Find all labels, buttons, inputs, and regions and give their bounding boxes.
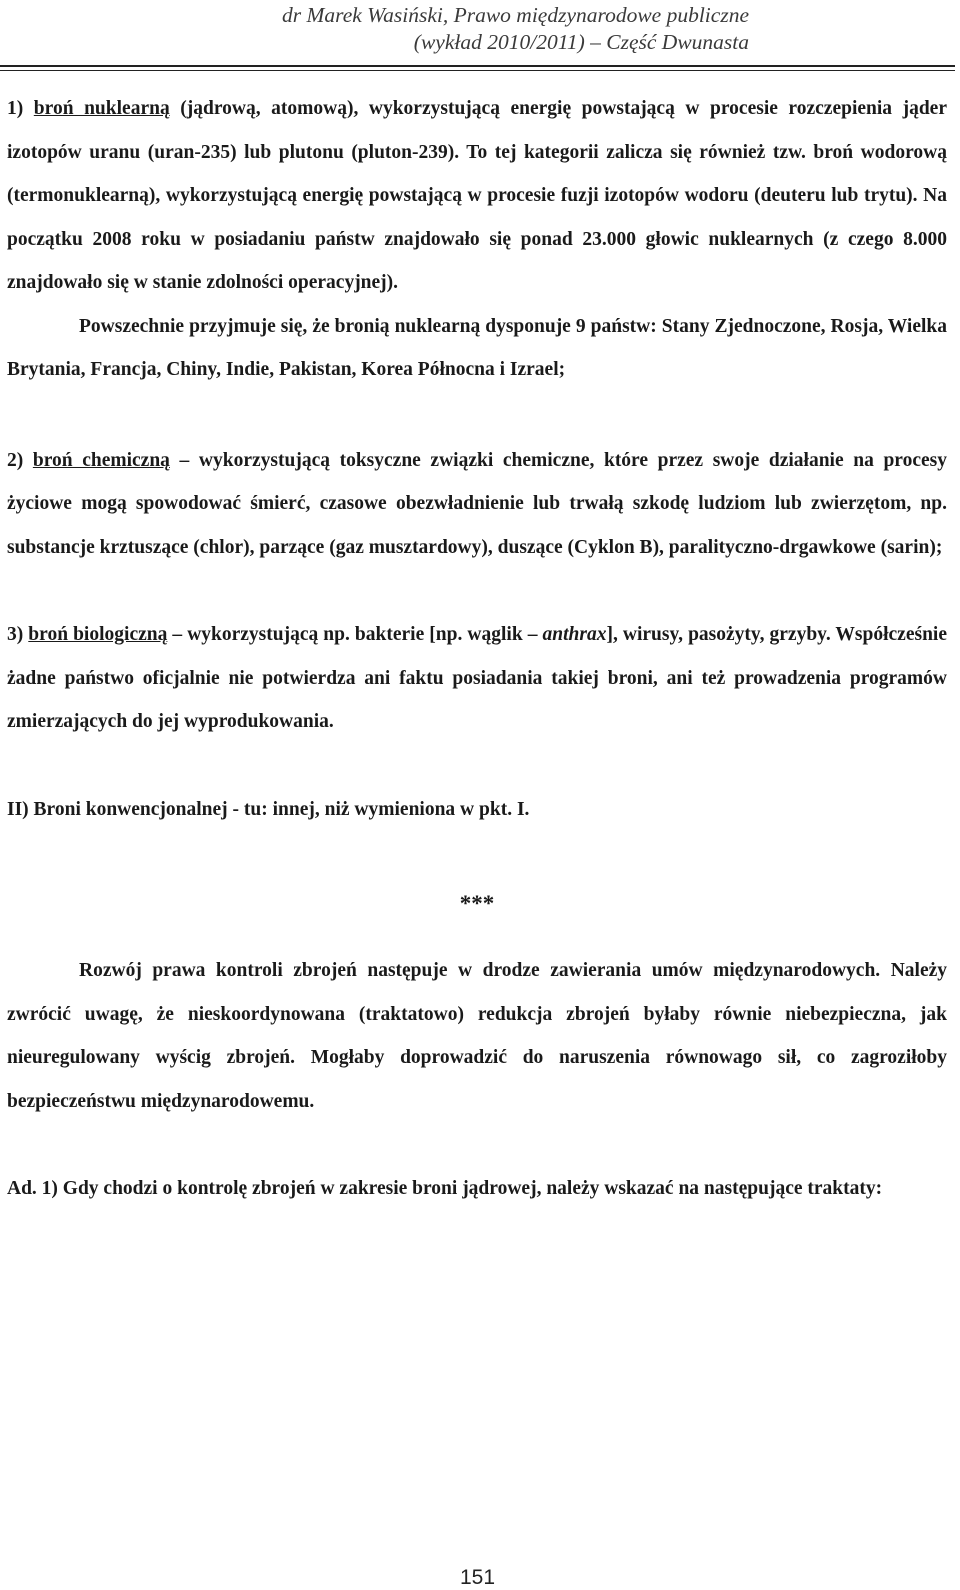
paragraph-nuclear-states: Powszechnie przyjmuje się, że bronią nuklearną dysponuje 9 państw: Stany Zjednoczone, Rosja, Wielka Brytania, Francja, Chiny, Indie, Pakistan, Korea Północna i Izrael; — [7, 315, 947, 380]
header-subtitle: (wykład 2010/2011) – Część Dwunasta — [413, 30, 749, 54]
paragraph-text: – wykorzystującą toksyczne związki chemiczne, które przez swoje działanie na procesy życiowe mogą spowodować śmierć, czasowe obezwładnienie lub trwałą szkodę ludziom lub zwierzętom, np. substancje krztuszące (chlor), parzące (gaz musztardowy), duszące (Cyklon B), paralityczno-drgawkowe (sarin); — [7, 449, 947, 558]
header-rule-thin — [0, 70, 955, 71]
paragraph-nuclear-weapons — [7, 87, 947, 305]
header-rule — [0, 65, 955, 67]
paragraph-text: – wykorzystującą np. bakterie [np. wąglik – — [167, 624, 543, 645]
term-chemical: broń chemiczną — [32, 449, 170, 471]
paragraph-text: (jądrową, atomową), wykorzystującą energię powstającą w procesie rozczepienia jąder izotopów uranu (uran-235) lub plutonu (pluton-239). To tej kategorii zalicza się również tzw. broń wodorową (termonuklearną), wykorzystującą energię powstającą w procesie fuzji izotopów wodoru (deuteru lub trytu). Na początku 2008 roku w posiadaniu państw znajdowało się ponad 23.000 głowic nuklearnych (z czego 8.000 znajdowało się w stanie zdolności operacyjnej). — [7, 98, 947, 293]
header-title: dr Marek Wasiński, Prawo międzynarodowe publiczne — [282, 3, 749, 27]
paragraph-nuclear-treaties: Ad. 1) Gdy chodzi o kontrolę zbrojeń w zakresie broni jądrowej, należy wskazać na następujące traktaty: — [7, 1178, 883, 1199]
item-number: 2) — [7, 449, 33, 471]
paragraph-arms-control: Rozwój prawa kontroli zbrojeń następuje w drodze zawierania umów międzynarodowych. Należy zwrócić uwagę, że nieskoordynowana (traktatowo) redukcja zbrojeń byłaby równie niebezpieczna, jak nieuregulowany wyścig zbrojeń. Mogłaby doprowadzić do naruszenia równowago sił, co zagroziłoby bezpieczeństwu międzynarodowemu. — [7, 960, 947, 1112]
page-number: 151 — [459, 1566, 496, 1589]
term-biological: broń biologiczną — [28, 624, 168, 645]
italic-term: anthrax — [542, 624, 607, 645]
item-number: 3) — [7, 624, 29, 645]
paragraph-conventional-weapons: II) Broni konwencjonalnej - tu: innej, niż wymieniona w pkt. I. — [7, 798, 530, 820]
paragraph-chemical-weapons — [7, 439, 947, 570]
term-nuclear: broń nuklearną — [33, 98, 170, 119]
section-separator: *** — [459, 891, 495, 916]
paragraph-biological-weapons — [7, 613, 947, 744]
document-body — [7, 87, 947, 1211]
page-header — [0, 0, 955, 66]
paragraph-text: ], wirusy, pasożyty, grzyby. Współcześnie żadne państwo oficjalnie nie potwierdza ani faktu posiadania takiej broni, ani też prowadzenia programów zmierzających do jej wyprodukowania. — [7, 624, 947, 732]
item-number: 1) — [7, 98, 34, 119]
